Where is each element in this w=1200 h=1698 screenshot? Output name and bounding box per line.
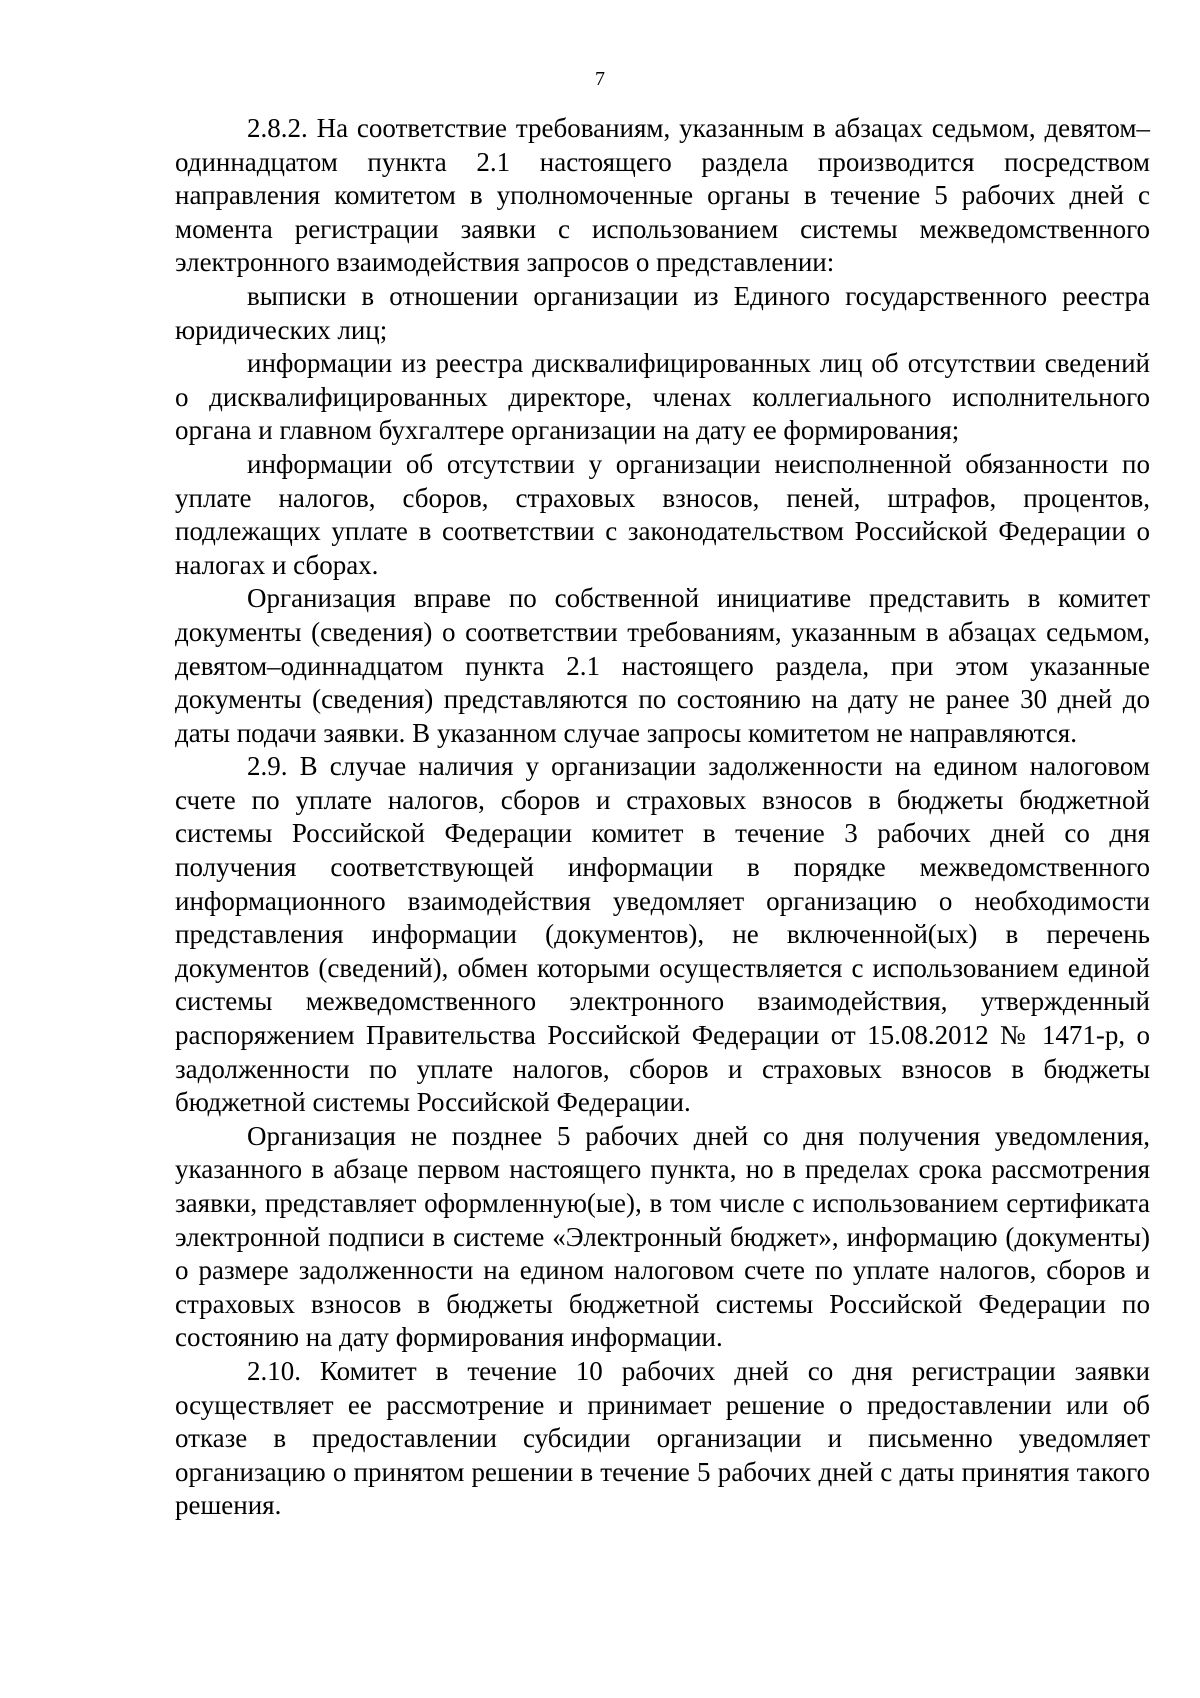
paragraph-2-10: 2.10. Комитет в течение 10 рабочих дней со дня регистрации заявки осуществляет ее рассмотрение и принимает решение о предоставлении или об отказе в предоставлении субсидии организации и письменно уведомляет организацию о принятом решении в течение 5 рабочих дней с даты принятия такого решения. (175, 1355, 1150, 1521)
paragraph-debt-information: Организация не позднее 5 рабочих дней со дня получения уведомления, указанного в абзаце первом настоящего пункта, но в пределах срока рассмотрения заявки, представляет оформленную(ые), в том числе с использованием сертификата электронной подписи в системе «Электронный бюджет», информацию (документы) о размере задолженности на едином налоговом счете по уплате налогов, сборов и страховых взносов в бюджеты бюджетной системы Российской Федерации по состоянию на дату формирования информации. (175, 1120, 1150, 1353)
paragraph-egrul-extract: выписки в отношении организации из Единого государственного реестра юридических лиц; (175, 280, 1150, 345)
paragraph-own-initiative: Организация вправе по собственной инициативе представить в комитет документы (сведения) о соответствии требованиям, указанным в абзацах седьмом, девятом–одиннадцатом пункта 2.1 настоящего раздела, при этом указанные документы (сведения) представляются по состоянию на дату не ранее 30 дней до даты подачи заявки. В указанном случае запросы комитетом не направляются. (175, 583, 1150, 748)
paragraph-tax-obligations: информации об отсутствии у организации неисполненной обязанности по уплате налогов, сборов, страховых взносов, пеней, штрафов, процентов, подлежащих уплате в соответствии с законодательством Российской Федерации о налогах и сборах. (175, 448, 1150, 580)
page-number: 7 (595, 68, 605, 90)
paragraph-2-9: 2.9. В случае наличия у организации задолженности на едином налоговом счете по уплате налогов, сборов и страховых взносов в бюджеты бюджетной системы Российской Федерации комитет в течение 3 рабочих дней со дня получения соответствующей информации в порядке межведомственного информационного взаимодействия уведомляет организацию о необходимости представления информации (документов), не включенной(ых) в перечень документов (сведений), обмен которыми осуществляется с использованием единой системы межведомственного электронного взаимодействия, утвержденный распоряжением Правительства Российской Федерации от 15.08.2012 № 1471-р, о задолженности по уплате налогов, сборов и страховых взносов в бюджеты бюджетной системы Российской Федерации. (175, 751, 1150, 1118)
paragraph-disqualified-registry: информации из реестра дисквалифицированных лиц об отсутствии сведений о дисквалифицированных директоре, членах коллегиального исполнительного органа и главном бухгалтере организации на дату ее формирования; (175, 348, 1150, 446)
document-body (175, 112, 1150, 1523)
paragraph-2-8-2: 2.8.2. На соответствие требованиям, указанным в абзацах седьмом, девятом–одиннадцатом пункта 2.1 настоящего раздела производится посредством направления комитетом в уполномоченные органы в течение 5 рабочих дней с момента регистрации заявки с использованием системы межведомственного электронного взаимодействия запросов о представлении: (175, 113, 1150, 278)
